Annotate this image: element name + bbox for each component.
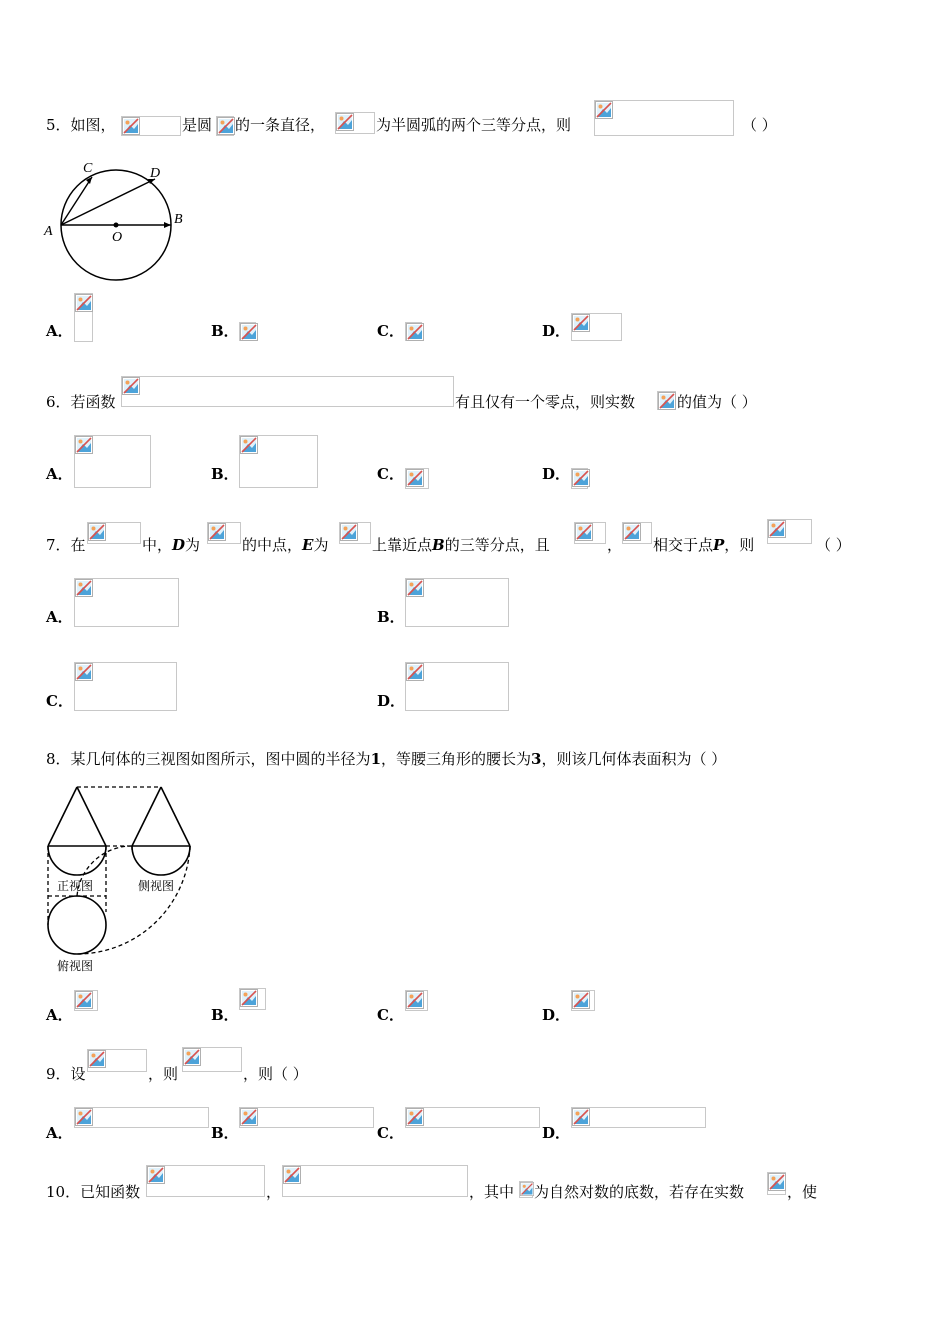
- broken-image-icon: [75, 579, 93, 597]
- option-image: [239, 435, 318, 488]
- option-label-b: B．: [211, 322, 239, 340]
- option-image: [74, 293, 93, 342]
- formula-image: [121, 116, 181, 136]
- point-label-A: A: [44, 224, 53, 239]
- point-label-D: D: [150, 166, 161, 181]
- formula-image: [282, 1165, 468, 1197]
- option-image: [239, 988, 266, 1010]
- q7-text: [242, 536, 328, 554]
- point-label-C: C: [83, 161, 93, 176]
- option-image: [405, 1107, 540, 1128]
- option-label-c: C．: [46, 692, 73, 710]
- q8-text: ，等腰三角形的腰长为: [381, 750, 532, 768]
- broken-image-icon: [520, 1182, 534, 1196]
- formula-image: [335, 112, 375, 134]
- q7-text-part: 为: [185, 536, 201, 554]
- question-number: 5．: [46, 116, 71, 134]
- question-number: 6．: [46, 393, 71, 411]
- option-image: [405, 578, 509, 627]
- formula-image: [121, 376, 454, 407]
- var-D: D: [172, 536, 186, 554]
- var-B: B: [432, 536, 445, 554]
- q9-text: ，则: [148, 1065, 179, 1083]
- q10-text: ，: [266, 1183, 282, 1201]
- broken-image-icon: [240, 989, 258, 1007]
- broken-image-icon: [240, 1108, 258, 1126]
- option-label-d: D．: [542, 465, 571, 483]
- side-view-label: 侧视图: [138, 879, 175, 893]
- option-image: [571, 313, 622, 341]
- q7-text: [653, 536, 754, 554]
- broken-image-icon: [595, 101, 613, 119]
- broken-image-icon: [572, 314, 590, 332]
- formula-image: [339, 522, 371, 544]
- option-label-b: B．: [211, 1006, 239, 1024]
- formula-image: [87, 522, 141, 544]
- q7-text: [142, 536, 200, 554]
- broken-image-icon: [575, 523, 593, 541]
- q7-text-part: 中，: [142, 536, 173, 554]
- option-label-d: D．: [377, 692, 406, 710]
- formula-image: [657, 391, 676, 410]
- q7-text-part: 上靠近点: [372, 536, 433, 554]
- formula-image: [87, 1049, 147, 1072]
- broken-image-icon: [623, 523, 641, 541]
- broken-image-icon: [768, 520, 786, 538]
- q8-stem: [46, 750, 726, 768]
- q8-text: ，则该几何体表面积为（ ）: [541, 750, 727, 768]
- formula-image: [207, 522, 241, 544]
- broken-image-icon: [572, 1108, 590, 1126]
- q9-stem: [46, 1065, 86, 1083]
- q10-text: ，其中: [469, 1183, 515, 1201]
- q5-text: 是圆: [182, 116, 213, 134]
- var-P: P: [713, 536, 725, 554]
- three-view-figure: [44, 782, 204, 978]
- option-image: [571, 468, 588, 489]
- broken-image-icon: [406, 991, 424, 1009]
- q7-stem: [46, 536, 86, 554]
- broken-image-icon: [75, 294, 93, 312]
- option-label-b: B．: [211, 1124, 239, 1142]
- answer-bracket: （ ）: [742, 116, 777, 134]
- broken-image-icon: [572, 991, 590, 1009]
- broken-image-icon: [75, 436, 93, 454]
- q10-text: ，使: [787, 1183, 818, 1201]
- broken-image-icon: [572, 469, 590, 487]
- q5-text: 如图，: [70, 116, 116, 134]
- broken-image-icon: [240, 323, 258, 341]
- var-E: E: [302, 536, 314, 554]
- q8-number: 3: [531, 750, 542, 768]
- option-label-d: D．: [542, 1124, 571, 1142]
- q7-text-part: 相交于点: [653, 536, 714, 554]
- option-label-b: B．: [377, 608, 405, 626]
- broken-image-icon: [88, 523, 106, 541]
- q7-text-part: 为: [313, 536, 329, 554]
- option-label-a: A．: [46, 322, 73, 340]
- formula-image: [767, 519, 812, 544]
- broken-image-icon: [147, 1166, 165, 1184]
- option-label-a: A．: [46, 1006, 73, 1024]
- broken-image-icon: [240, 436, 258, 454]
- option-image: [405, 322, 422, 341]
- option-label-b: B．: [211, 465, 239, 483]
- option-image: [74, 578, 179, 627]
- option-label-c: C．: [377, 322, 404, 340]
- option-image: [74, 1107, 209, 1128]
- q7-text-part: ，则: [724, 536, 755, 554]
- q9-text: 设: [70, 1065, 86, 1083]
- q6-stem: [46, 393, 116, 411]
- option-label-a: A．: [46, 465, 73, 483]
- top-view-label: 俯视图: [57, 959, 94, 973]
- q7-text: ，: [607, 536, 623, 554]
- broken-image-icon: [122, 117, 140, 135]
- broken-image-icon: [283, 1166, 301, 1184]
- formula-image: [519, 1181, 533, 1198]
- formula-image: [622, 522, 652, 544]
- broken-image-icon: [336, 113, 354, 131]
- option-image: [74, 662, 177, 711]
- broken-image-icon: [406, 663, 424, 681]
- option-image: [571, 1107, 706, 1128]
- formula-image: [216, 116, 234, 136]
- broken-image-icon: [75, 991, 93, 1009]
- formula-image: [767, 1172, 786, 1195]
- point-label-B: B: [174, 212, 183, 227]
- broken-image-icon: [340, 523, 358, 541]
- option-image: [405, 990, 428, 1011]
- answer-bracket: （ ）: [816, 536, 851, 554]
- q6-text: 有且仅有一个零点，则实数: [455, 393, 636, 411]
- broken-image-icon: [75, 1108, 93, 1126]
- broken-image-icon: [208, 523, 226, 541]
- option-label-d: D．: [542, 1006, 571, 1024]
- q7-text: 在: [70, 536, 86, 554]
- broken-image-icon: [406, 469, 424, 487]
- q5-stem: [46, 116, 116, 134]
- option-image: [405, 468, 429, 489]
- option-image: [74, 990, 98, 1011]
- broken-image-icon: [122, 377, 140, 395]
- question-number: 8．: [46, 750, 71, 768]
- option-label-a: A．: [46, 608, 73, 626]
- option-image: [74, 435, 151, 488]
- formula-image: [574, 522, 606, 544]
- option-label-c: C．: [377, 465, 404, 483]
- broken-image-icon: [183, 1048, 201, 1066]
- option-image: [239, 1107, 374, 1128]
- q5-text: 的一条直径，: [235, 116, 326, 134]
- q7-text-part: 的三等分点，且: [444, 536, 550, 554]
- question-number: 7．: [46, 536, 71, 554]
- q10-text: 已知函数: [80, 1183, 141, 1201]
- q10-text: 为自然对数的底数，若存在实数: [534, 1183, 745, 1201]
- option-image: [405, 662, 509, 711]
- broken-image-icon: [406, 1108, 424, 1126]
- q9-text: ，则（ ）: [243, 1065, 308, 1083]
- broken-image-icon: [88, 1050, 106, 1068]
- q6-text: 的值为（ ）: [677, 393, 757, 411]
- q5-text: 为半圆弧的两个三等分点，则: [376, 116, 572, 134]
- point-label-O: O: [112, 230, 123, 245]
- formula-image: [594, 100, 734, 136]
- option-label-a: A．: [46, 1124, 73, 1142]
- q6-text: 若函数: [70, 393, 116, 411]
- broken-image-icon: [217, 117, 235, 135]
- formula-image: [146, 1165, 265, 1197]
- formula-image: [182, 1047, 242, 1072]
- broken-image-icon: [658, 392, 676, 410]
- question-number: 10．: [46, 1183, 81, 1201]
- q10-stem: [46, 1183, 140, 1201]
- broken-image-icon: [406, 323, 424, 341]
- option-label-c: C．: [377, 1124, 404, 1142]
- q8-number: 1: [370, 750, 381, 768]
- option-label-d: D．: [542, 322, 571, 340]
- question-number: 9．: [46, 1065, 71, 1083]
- q7-text-part: 的中点，: [242, 536, 303, 554]
- q8-text: 某几何体的三视图如图所示，图中圆的半径为: [70, 750, 371, 768]
- circle-figure: [40, 155, 200, 285]
- front-view-label: 正视图: [57, 879, 94, 893]
- option-image: [571, 990, 595, 1011]
- q7-text: [372, 536, 550, 554]
- broken-image-icon: [406, 579, 424, 597]
- option-image: [239, 322, 256, 341]
- broken-image-icon: [768, 1173, 786, 1191]
- broken-image-icon: [75, 663, 93, 681]
- option-label-c: C．: [377, 1006, 404, 1024]
